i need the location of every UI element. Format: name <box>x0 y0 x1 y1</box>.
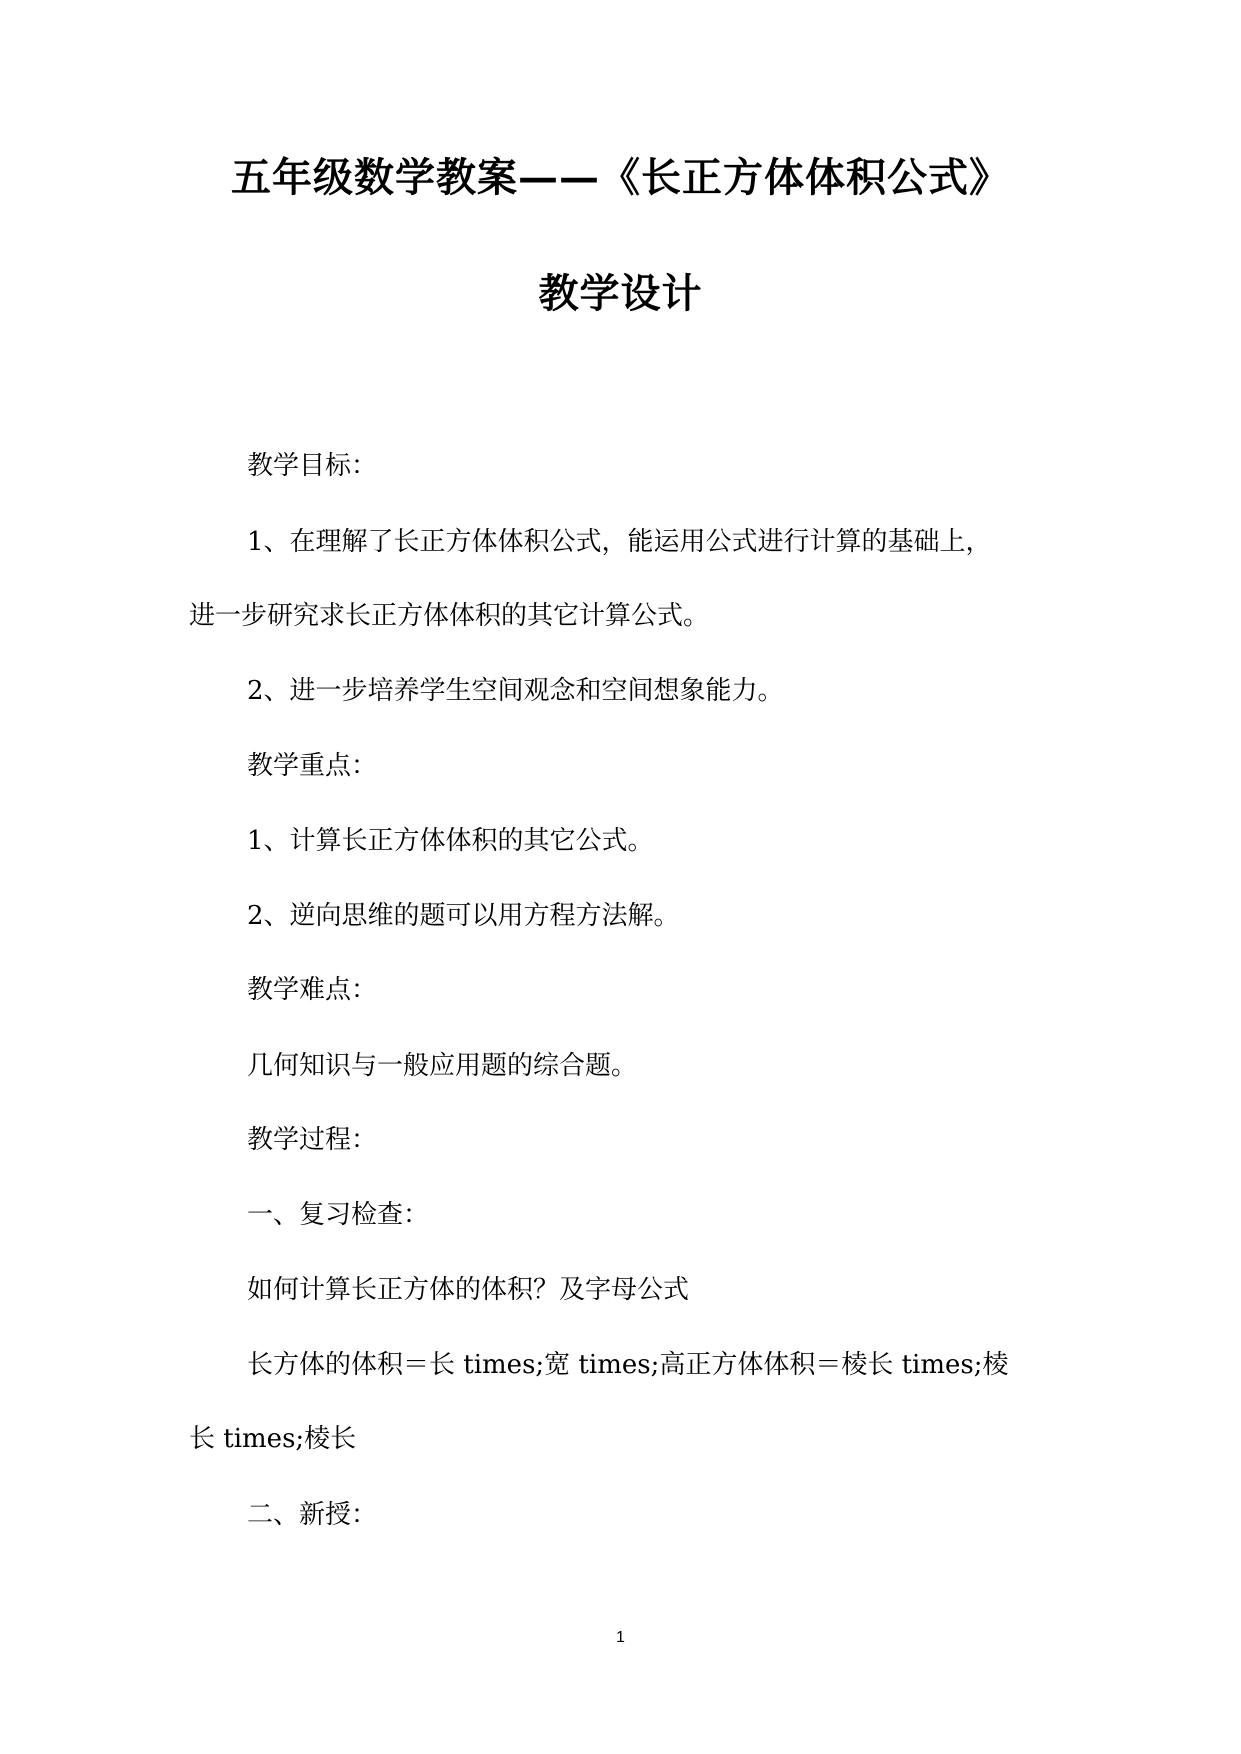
paragraph: 1、在理解了长正方体体积公式，能运用公式进行计算的基础上， <box>247 527 992 557</box>
paragraph: 1、计算长正方体体积的其它公式。 <box>247 826 654 856</box>
paragraph: 进一步研究求长正方体体积的其它计算公式。 <box>189 601 710 631</box>
paragraph: 教学难点： <box>247 975 378 1005</box>
page-number: 1 <box>616 1629 625 1646</box>
paragraph: 几何知识与一般应用题的综合题。 <box>247 1051 638 1081</box>
document-title-line-1: 五年级数学教案——《长正方体体积公式》 <box>231 154 1010 201</box>
paragraph: 2、进一步培养学生空间观念和空间想象能力。 <box>247 676 784 706</box>
paragraph: 2、逆向思维的题可以用方程方法解。 <box>247 901 680 931</box>
paragraph: 二、新授： <box>247 1500 378 1530</box>
paragraph: 如何计算长正方体的体积？及字母公式 <box>247 1275 690 1305</box>
document-title-line-2: 教学设计 <box>538 270 703 317</box>
paragraph: 长方体的体积＝长 times;宽 times;高正方体体积＝棱长 times;棱 <box>247 1350 1009 1380</box>
paragraph: 教学重点： <box>247 751 378 781</box>
paragraph: 教学目标： <box>247 451 378 481</box>
paragraph: 教学过程： <box>247 1125 378 1155</box>
paragraph: 长 times;棱长 <box>189 1424 357 1454</box>
paragraph: 一、复习检查： <box>247 1200 430 1230</box>
